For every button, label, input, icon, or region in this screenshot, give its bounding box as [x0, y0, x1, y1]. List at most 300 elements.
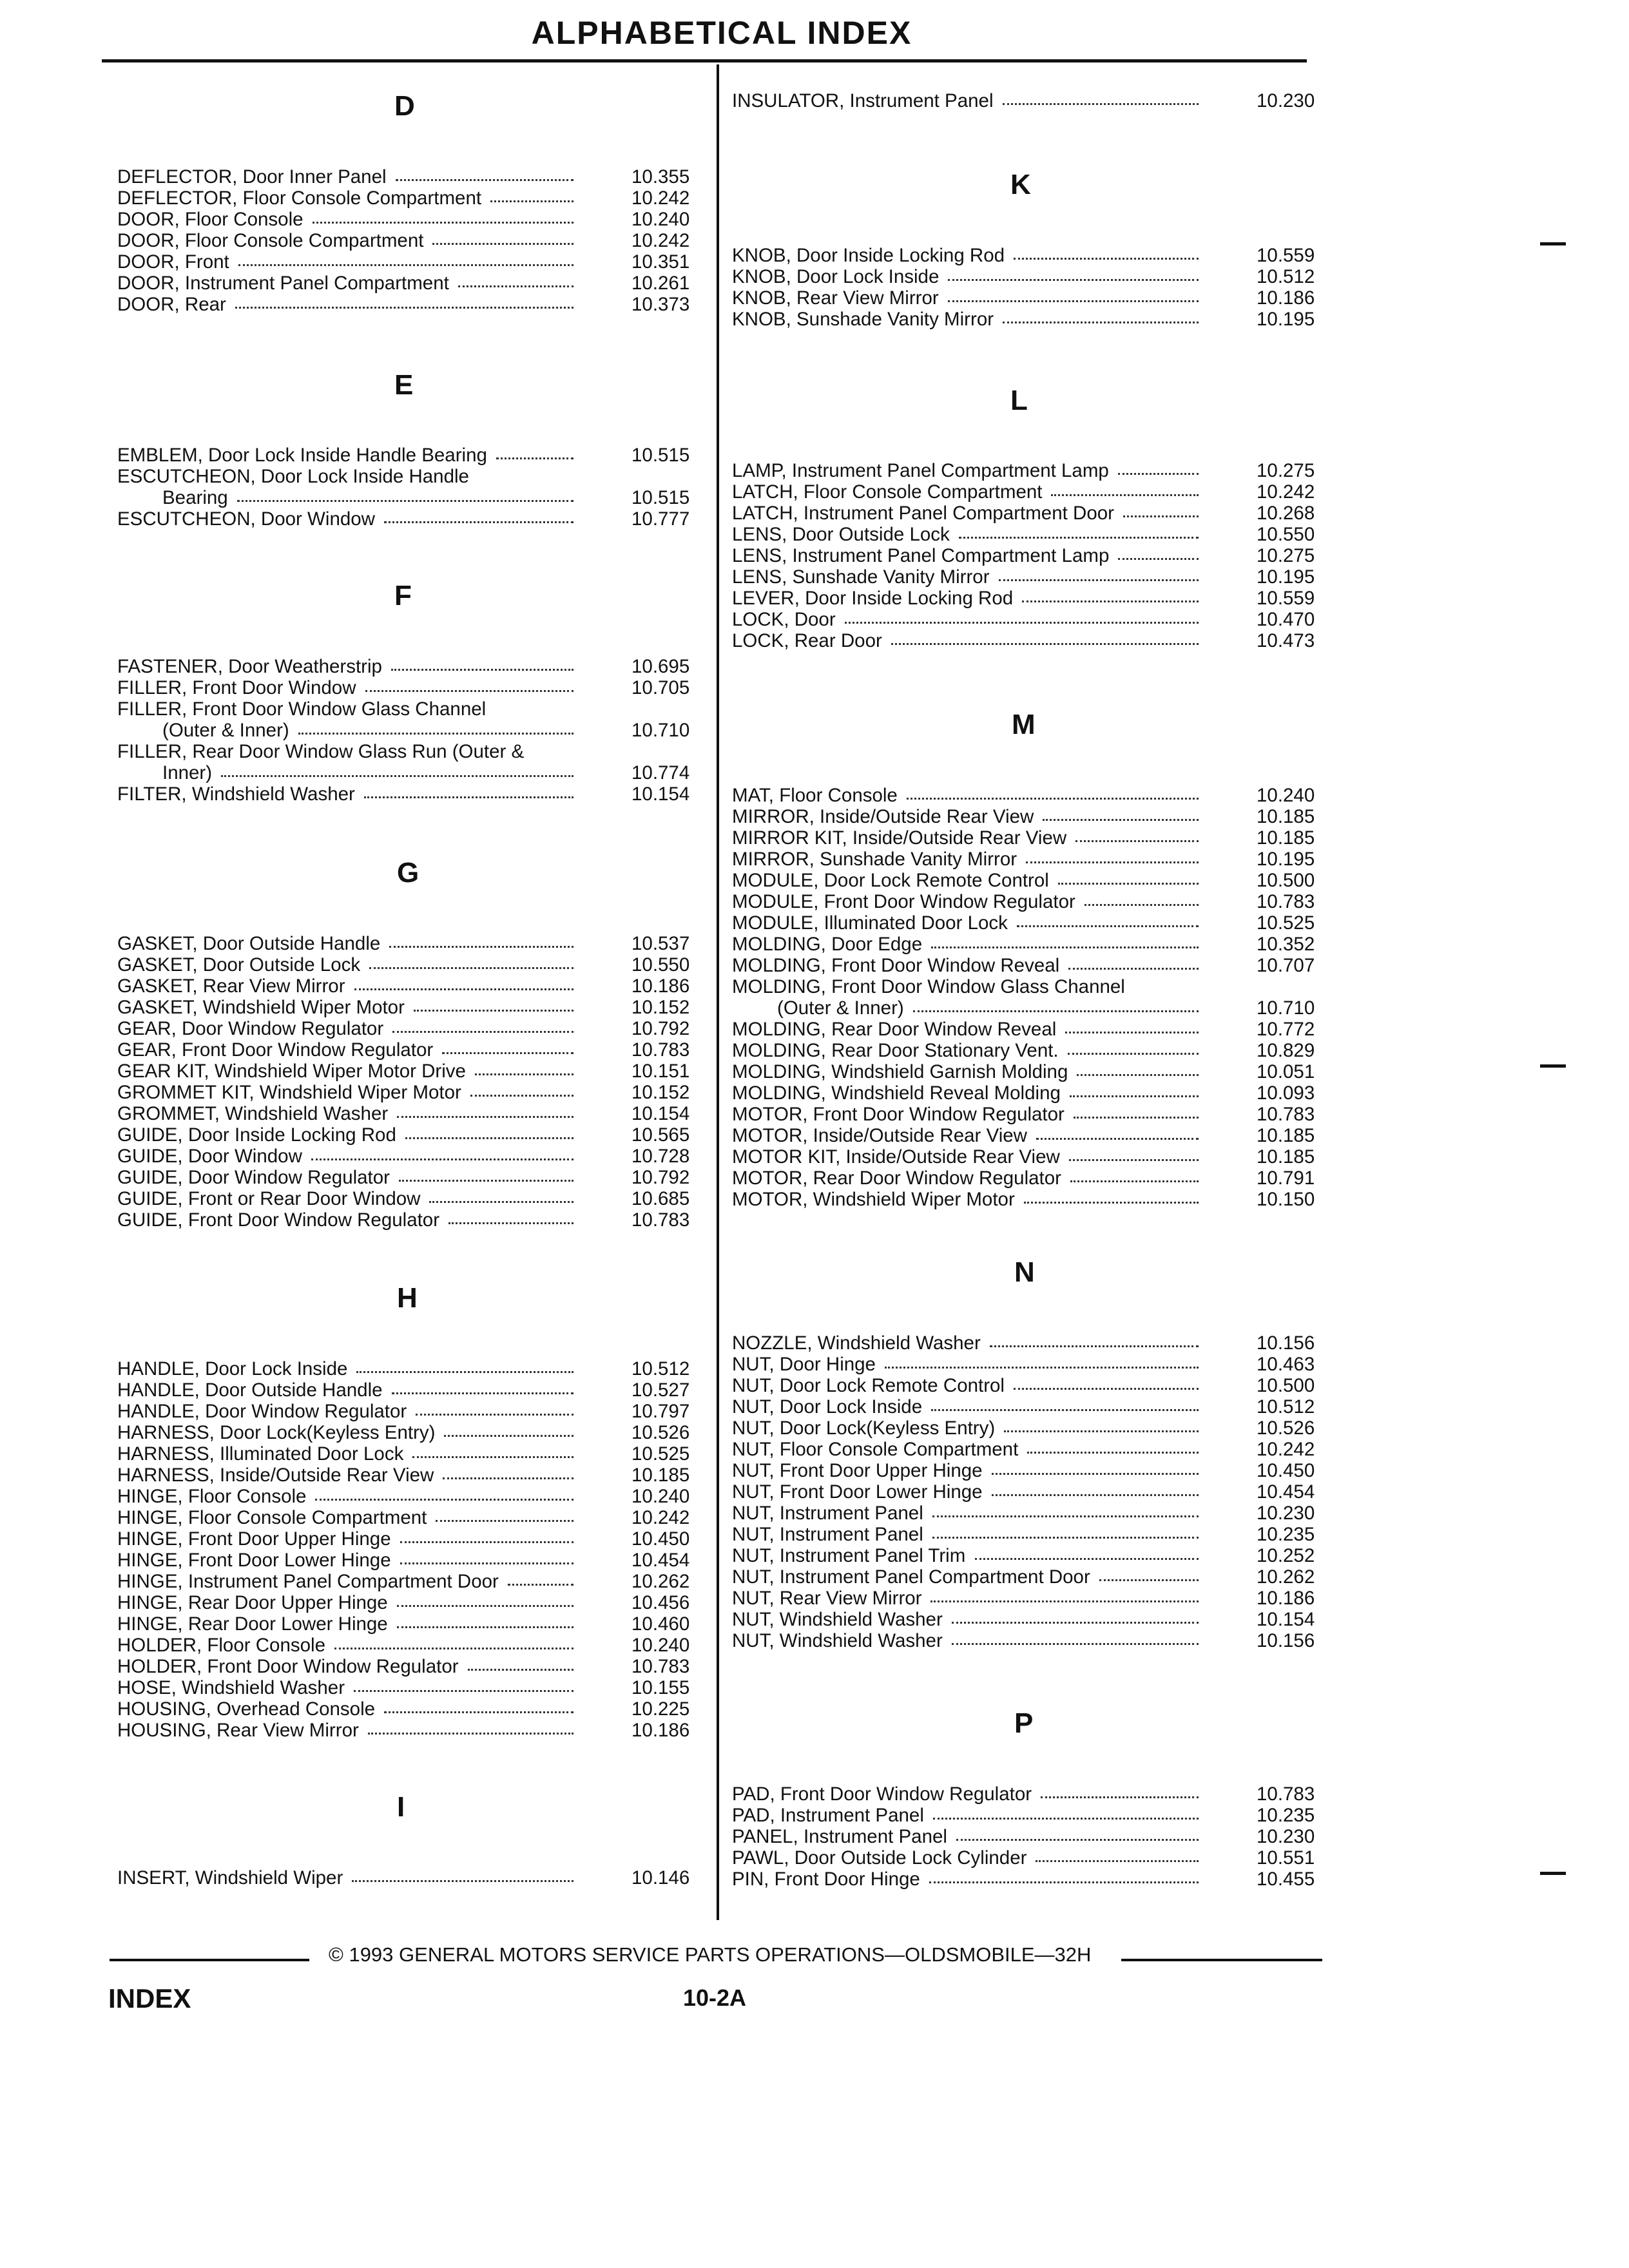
entry-page-number: 10.470: [1257, 609, 1315, 630]
dot-leader: [1068, 1053, 1199, 1055]
section-letter: M: [1012, 709, 1036, 740]
dot-leader: [999, 579, 1199, 581]
entry-page-number: 10.705: [631, 677, 690, 698]
entry-name: MOTOR KIT, Inside/Outside Rear View: [732, 1146, 1060, 1168]
entry-page-number: 10.195: [1257, 849, 1315, 870]
dot-leader: [1070, 1095, 1199, 1097]
entry-name: HINGE, Front Door Upper Hinge: [117, 1528, 391, 1550]
entry-name: FILTER, Windshield Washer: [117, 783, 355, 805]
dot-leader: [1041, 1796, 1199, 1798]
dot-leader: [1017, 925, 1199, 927]
entry-name: NUT, Front Door Lower Hinge: [732, 1481, 983, 1503]
dot-leader: [237, 500, 574, 502]
margin-mark: [1540, 1064, 1566, 1068]
index-label: INDEX: [108, 1983, 191, 2013]
dot-leader: [1075, 840, 1199, 842]
entry-page-number: 10.463: [1257, 1354, 1315, 1375]
entry-name: HOSE, Windshield Washer: [117, 1677, 345, 1698]
entry-page-number: 10.235: [1257, 1805, 1315, 1826]
entry-name: MOLDING, Windshield Reveal Molding: [732, 1082, 1061, 1104]
entry-page-number: 10.235: [1257, 1524, 1315, 1545]
dot-leader: [238, 264, 574, 266]
entry-name: GUIDE, Front or Rear Door Window: [117, 1188, 421, 1209]
footer-rule-left: [110, 1959, 309, 1961]
entry-page-number: 10.186: [631, 1720, 690, 1741]
entry-name: Inner): [162, 762, 213, 783]
entry-page-number: 10.155: [631, 1677, 690, 1698]
entry-name: LATCH, Instrument Panel Compartment Door: [732, 503, 1114, 524]
entry-name: GUIDE, Door Inside Locking Rod: [117, 1124, 396, 1146]
dot-leader: [975, 1558, 1199, 1560]
entry-page-number: 10.151: [631, 1061, 690, 1082]
entry-page-number: 10.559: [1257, 245, 1315, 266]
section-letter: I: [397, 1791, 405, 1823]
entry-name: GUIDE, Door Window Regulator: [117, 1167, 390, 1188]
dot-leader: [444, 1435, 574, 1437]
dot-leader: [490, 200, 574, 202]
entry-name: LATCH, Floor Console Compartment: [732, 481, 1043, 503]
entry-page-number: 10.240: [631, 1486, 690, 1507]
entry-name: NUT, Floor Console Compartment: [732, 1439, 1019, 1460]
entry-page-number: 10.559: [1257, 588, 1315, 609]
entry-name: NUT, Windshield Washer: [732, 1609, 943, 1630]
entry-name: DOOR, Front: [117, 251, 229, 273]
entry-name: NUT, Front Door Upper Hinge: [732, 1460, 983, 1481]
dot-leader: [364, 796, 574, 798]
dot-leader: [930, 1600, 1199, 1602]
entry-page-number: 10.185: [1257, 1146, 1315, 1168]
entry-page-number: 10.150: [1257, 1189, 1315, 1210]
entry-name: MOTOR, Inside/Outside Rear View: [732, 1125, 1027, 1146]
dot-leader: [414, 1010, 574, 1012]
entry-name: HANDLE, Door Lock Inside: [117, 1358, 348, 1379]
entry-name: HINGE, Rear Door Lower Hinge: [117, 1613, 388, 1635]
dot-leader: [416, 1414, 574, 1416]
dot-leader: [1014, 1388, 1199, 1390]
dot-leader: [400, 1541, 574, 1543]
dot-leader: [1027, 1452, 1199, 1454]
entry-page-number: 10.186: [631, 975, 690, 997]
entry-name: MODULE, Door Lock Remote Control: [732, 870, 1049, 891]
entry-page-number: 10.373: [631, 294, 690, 315]
entry-name: MOLDING, Door Edge: [732, 934, 923, 955]
section-letter: G: [397, 857, 419, 889]
entry-page-number: 10.355: [631, 166, 690, 187]
entry-name: GASKET, Door Outside Lock: [117, 954, 361, 975]
entry-name: KNOB, Rear View Mirror: [732, 287, 939, 309]
entry-name: EMBLEM, Door Lock Inside Handle Bearing: [117, 445, 487, 466]
entry-page-number: 10.460: [631, 1613, 690, 1635]
entry-page-number: 10.351: [631, 251, 690, 273]
entry-name: NUT, Rear View Mirror: [732, 1588, 922, 1609]
section-letter: L: [1010, 385, 1028, 416]
entry-name: MAT, Floor Console: [732, 785, 898, 806]
entry-name: NUT, Door Hinge: [732, 1354, 876, 1375]
entry-name: MOLDING, Rear Door Stationary Vent.: [732, 1040, 1059, 1061]
entry-name: DOOR, Floor Console: [117, 209, 304, 230]
entry-name: MOLDING, Windshield Garnish Molding: [732, 1061, 1068, 1082]
dot-leader: [907, 798, 1199, 800]
dot-leader: [929, 1881, 1199, 1883]
dot-leader: [397, 1605, 574, 1607]
entry-page-number: 10.242: [1257, 481, 1315, 503]
entry-page-number: 10.185: [1257, 827, 1315, 849]
entry-page-number: 10.512: [1257, 1396, 1315, 1418]
dot-leader: [1058, 883, 1199, 885]
entry-page-number: 10.550: [1257, 524, 1315, 545]
entry-name: MOTOR, Windshield Wiper Motor: [732, 1189, 1015, 1210]
entry-page-number: 10.230: [1257, 90, 1315, 111]
entry-page-number: 10.450: [631, 1528, 690, 1550]
entry-name: NUT, Instrument Panel Trim: [732, 1545, 966, 1566]
dot-leader: [913, 1010, 1199, 1012]
entry-name: MOLDING, Front Door Window Glass Channel: [732, 976, 1125, 997]
dot-leader: [992, 1473, 1199, 1475]
entry-page-number: 10.454: [631, 1550, 690, 1571]
entry-name: MOTOR, Rear Door Window Regulator: [732, 1168, 1061, 1189]
dot-leader: [1022, 601, 1199, 602]
entry-name: MIRROR, Sunshade Vanity Mirror: [732, 849, 1017, 870]
entry-page-number: 10.195: [1257, 566, 1315, 588]
dot-leader: [948, 300, 1199, 302]
dot-leader: [1026, 861, 1199, 863]
dot-leader: [496, 457, 574, 459]
entry-name: MODULE, Front Door Window Regulator: [732, 891, 1075, 912]
dot-leader: [891, 643, 1199, 645]
entry-page-number: 10.710: [1257, 997, 1315, 1019]
page-title: ALPHABETICAL INDEX: [531, 15, 912, 51]
dot-leader: [1077, 1074, 1199, 1076]
entry-name: MOLDING, Front Door Window Reveal: [732, 955, 1060, 976]
entry-name: KNOB, Door Lock Inside: [732, 266, 940, 287]
dot-leader: [392, 1392, 574, 1394]
entry-name: LOCK, Rear Door: [732, 630, 882, 651]
entry-page-number: 10.242: [1257, 1439, 1315, 1460]
section-letter: P: [1014, 1707, 1034, 1739]
entry-page-number: 10.527: [631, 1379, 690, 1401]
dot-leader: [959, 537, 1199, 539]
dot-leader: [992, 1494, 1199, 1496]
entry-page-number: 10.146: [631, 1867, 690, 1888]
entry-name: DOOR, Rear: [117, 294, 226, 315]
entry-page-number: 10.525: [631, 1443, 690, 1465]
entry-page-number: 10.450: [1257, 1460, 1315, 1481]
dot-leader: [508, 1584, 574, 1586]
dot-leader: [1065, 1032, 1199, 1033]
entry-page-number: 10.551: [1257, 1847, 1315, 1869]
dot-leader: [334, 1648, 574, 1649]
entry-name: HOUSING, Rear View Mirror: [117, 1720, 359, 1741]
entry-page-number: 10.526: [631, 1422, 690, 1443]
entry-name: NUT, Door Lock Remote Control: [732, 1375, 1005, 1396]
entry-page-number: 10.791: [1257, 1168, 1315, 1189]
dot-leader: [1118, 558, 1199, 560]
footer-copyright: © 1993 GENERAL MOTORS SERVICE PARTS OPERATIONS—OLDSMOBILE—32H: [329, 1943, 1092, 1966]
dot-leader: [356, 1371, 574, 1373]
entry-name: INSERT, Windshield Wiper: [117, 1867, 343, 1888]
dot-leader: [931, 1409, 1199, 1411]
entry-page-number: 10.156: [1257, 1332, 1315, 1354]
entry-name: DEFLECTOR, Floor Console Compartment: [117, 187, 482, 209]
entry-name: MODULE, Illuminated Door Lock: [732, 912, 1008, 934]
entry-page-number: 10.225: [631, 1698, 690, 1720]
entry-name: FILLER, Rear Door Window Glass Run (Outer &: [117, 741, 525, 762]
dot-leader: [1118, 473, 1199, 475]
entry-name: PAD, Instrument Panel: [732, 1805, 924, 1826]
entry-name: HOLDER, Floor Console: [117, 1635, 325, 1656]
dot-leader: [956, 1839, 1199, 1841]
dot-leader: [932, 1537, 1199, 1539]
dot-leader: [429, 1201, 574, 1203]
entry-page-number: 10.152: [631, 1082, 690, 1103]
dot-leader: [235, 307, 574, 309]
dot-leader: [1004, 1430, 1199, 1432]
dot-leader: [354, 1690, 574, 1692]
entry-page-number: 10.772: [1257, 1019, 1315, 1040]
entry-page-number: 10.275: [1257, 460, 1315, 481]
entry-page-number: 10.797: [631, 1401, 690, 1422]
section-letter: D: [394, 90, 415, 122]
dot-leader: [1069, 1159, 1199, 1161]
entry-page-number: 10.565: [631, 1124, 690, 1146]
entry-page-number: 10.152: [631, 997, 690, 1018]
entry-name: ESCUTCHEON, Door Lock Inside Handle: [117, 466, 469, 487]
entry-page-number: 10.685: [631, 1188, 690, 1209]
entry-page-number: 10.783: [631, 1039, 690, 1061]
entry-page-number: 10.515: [631, 445, 690, 466]
dot-leader: [442, 1052, 574, 1054]
dot-leader: [313, 222, 574, 224]
dot-leader: [1003, 322, 1199, 323]
dot-leader: [448, 1222, 574, 1224]
dot-leader: [389, 946, 574, 948]
entry-name: NOZZLE, Windshield Washer: [732, 1332, 981, 1354]
entry-page-number: 10.242: [631, 230, 690, 251]
entry-page-number: 10.707: [1257, 955, 1315, 976]
dot-leader: [384, 1711, 574, 1713]
dot-leader: [1036, 1138, 1199, 1140]
entry-name: GASKET, Windshield Wiper Motor: [117, 997, 405, 1018]
entry-name: HINGE, Floor Console Compartment: [117, 1507, 427, 1528]
dot-leader: [397, 1116, 574, 1118]
entry-page-number: 10.268: [1257, 503, 1315, 524]
entry-page-number: 10.240: [631, 1635, 690, 1656]
dot-leader: [1036, 1860, 1199, 1862]
dot-leader: [405, 1137, 574, 1139]
entry-name: MOLDING, Rear Door Window Reveal: [732, 1019, 1057, 1040]
entry-page-number: 10.537: [631, 933, 690, 954]
dot-leader: [845, 622, 1199, 624]
dot-leader: [458, 285, 574, 287]
entry-page-number: 10.515: [631, 487, 690, 508]
entry-page-number: 10.783: [1257, 1104, 1315, 1125]
entry-page-number: 10.352: [1257, 934, 1315, 955]
entry-name: ESCUTCHEON, Door Window: [117, 508, 375, 530]
entry-name: HANDLE, Door Window Regulator: [117, 1401, 407, 1422]
dot-leader: [932, 1515, 1199, 1517]
entry-page-number: 10.230: [1257, 1826, 1315, 1847]
dot-leader: [311, 1158, 574, 1160]
dot-leader: [443, 1477, 574, 1479]
entry-page-number: 10.695: [631, 656, 690, 677]
entry-page-number: 10.051: [1257, 1061, 1315, 1082]
entry-name: HOUSING, Overhead Console: [117, 1698, 376, 1720]
entry-page-number: 10.455: [1257, 1869, 1315, 1890]
dot-leader: [952, 1622, 1199, 1624]
entry-name: HANDLE, Door Outside Handle: [117, 1379, 383, 1401]
entry-page-number: 10.777: [631, 508, 690, 530]
dot-leader: [399, 1180, 574, 1182]
entry-name: NUT, Windshield Washer: [732, 1630, 943, 1651]
entry-name: MIRROR, Inside/Outside Rear View: [732, 806, 1034, 827]
entry-name: FILLER, Front Door Window: [117, 677, 356, 698]
entry-name: FILLER, Front Door Window Glass Channel: [117, 698, 487, 720]
dot-leader: [1024, 1202, 1199, 1204]
entry-name: GUIDE, Front Door Window Regulator: [117, 1209, 440, 1231]
entry-page-number: 10.512: [631, 1358, 690, 1379]
dot-leader: [221, 775, 574, 777]
dot-leader: [470, 1095, 574, 1097]
entry-page-number: 10.710: [631, 720, 690, 741]
entry-name: HARNESS, Illuminated Door Lock: [117, 1443, 404, 1465]
entry-name: HINGE, Front Door Lower Hinge: [117, 1550, 391, 1571]
dot-leader: [354, 988, 574, 990]
entry-name: LAMP, Instrument Panel Compartment Lamp: [732, 460, 1109, 481]
section-letter: H: [397, 1282, 418, 1314]
entry-name: GROMMET KIT, Windshield Wiper Motor: [117, 1082, 461, 1103]
entry-name: PAD, Front Door Window Regulator: [732, 1783, 1032, 1805]
entry-name: GASKET, Door Outside Handle: [117, 933, 381, 954]
dot-leader: [931, 947, 1199, 948]
dot-leader: [1074, 1117, 1199, 1119]
dot-leader: [432, 243, 574, 245]
entry-page-number: 10.262: [1257, 1566, 1315, 1588]
entry-name: LEVER, Door Inside Locking Rod: [732, 588, 1014, 609]
entry-page-number: 10.242: [631, 187, 690, 209]
entry-page-number: 10.525: [1257, 912, 1315, 934]
entry-page-number: 10.550: [631, 954, 690, 975]
entry-page-number: 10.454: [1257, 1481, 1315, 1503]
entry-name: HARNESS, Door Lock(Keyless Entry): [117, 1422, 436, 1443]
page-number: 10-2A: [683, 1984, 747, 2011]
entry-name: DOOR, Instrument Panel Compartment: [117, 273, 449, 294]
dot-leader: [391, 669, 574, 671]
entry-name: GEAR, Door Window Regulator: [117, 1018, 384, 1039]
dot-leader: [1003, 103, 1199, 105]
entry-page-number: 10.186: [1257, 1588, 1315, 1609]
entry-name: (Outer & Inner): [777, 997, 904, 1019]
entry-page-number: 10.275: [1257, 545, 1315, 566]
margin-mark: [1540, 242, 1566, 245]
entry-page-number: 10.242: [631, 1507, 690, 1528]
dot-leader: [396, 179, 574, 181]
entry-name: HINGE, Rear Door Upper Hinge: [117, 1592, 388, 1613]
entry-page-number: 10.456: [631, 1592, 690, 1613]
entry-page-number: 10.186: [1257, 287, 1315, 309]
title-rule: [102, 59, 1307, 62]
entry-name: (Outer & Inner): [162, 720, 289, 741]
entry-page-number: 10.261: [631, 273, 690, 294]
dot-leader: [436, 1520, 574, 1522]
entry-page-number: 10.792: [631, 1167, 690, 1188]
entry-page-number: 10.240: [1257, 785, 1315, 806]
entry-name: PIN, Front Door Hinge: [732, 1869, 920, 1890]
entry-page-number: 10.154: [631, 783, 690, 805]
entry-name: GASKET, Rear View Mirror: [117, 975, 345, 997]
entry-page-number: 10.526: [1257, 1418, 1315, 1439]
entry-page-number: 10.240: [631, 209, 690, 230]
dot-leader: [365, 690, 574, 692]
entry-name: MOTOR, Front Door Window Regulator: [732, 1104, 1065, 1125]
entry-name: KNOB, Door Inside Locking Rod: [732, 245, 1005, 266]
dot-leader: [368, 1733, 574, 1735]
entry-page-number: 10.185: [1257, 806, 1315, 827]
entry-name: FASTENER, Door Weatherstrip: [117, 656, 382, 677]
entry-page-number: 10.783: [1257, 1783, 1315, 1805]
dot-leader: [412, 1456, 574, 1458]
entry-page-number: 10.774: [631, 762, 690, 783]
entry-name: LENS, Door Outside Lock: [732, 524, 950, 545]
entry-page-number: 10.500: [1257, 870, 1315, 891]
entry-name: HINGE, Floor Console: [117, 1486, 307, 1507]
dot-leader: [1068, 968, 1199, 970]
dot-leader: [1070, 1180, 1199, 1182]
dot-leader: [1014, 258, 1199, 260]
entry-name: HOLDER, Front Door Window Regulator: [117, 1656, 459, 1677]
dot-leader: [1043, 819, 1199, 821]
entry-page-number: 10.500: [1257, 1375, 1315, 1396]
dot-leader: [990, 1345, 1199, 1347]
section-letter: N: [1014, 1256, 1035, 1288]
dot-leader: [315, 1499, 574, 1501]
entry-page-number: 10.783: [631, 1656, 690, 1677]
entry-page-number: 10.473: [1257, 630, 1315, 651]
entry-name: INSULATOR, Instrument Panel: [732, 90, 994, 111]
entry-name: LENS, Sunshade Vanity Mirror: [732, 566, 990, 588]
entry-page-number: 10.252: [1257, 1545, 1315, 1566]
dot-leader: [948, 279, 1199, 281]
entry-page-number: 10.783: [631, 1209, 690, 1231]
section-letter: K: [1010, 169, 1031, 200]
dot-leader: [475, 1073, 574, 1075]
entry-page-number: 10.195: [1257, 309, 1315, 330]
dot-leader: [384, 521, 574, 523]
dot-leader: [392, 1031, 574, 1033]
entry-name: NUT, Instrument Panel: [732, 1503, 923, 1524]
dot-leader: [397, 1626, 574, 1628]
section-letter: E: [394, 369, 414, 401]
section-letter: F: [394, 580, 412, 611]
dot-leader: [400, 1562, 574, 1564]
entry-name: GUIDE, Door Window: [117, 1146, 302, 1167]
entry-name: DOOR, Floor Console Compartment: [117, 230, 424, 251]
entry-page-number: 10.262: [631, 1571, 690, 1592]
entry-name: GROMMET, Windshield Washer: [117, 1103, 389, 1124]
entry-name: NUT, Instrument Panel Compartment Door: [732, 1566, 1090, 1588]
dot-leader: [1123, 515, 1199, 517]
entry-page-number: 10.156: [1257, 1630, 1315, 1651]
entry-name: NUT, Instrument Panel: [732, 1524, 923, 1545]
entry-page-number: 10.185: [631, 1465, 690, 1486]
entry-name: Bearing: [162, 487, 228, 508]
dot-leader: [468, 1669, 574, 1671]
dot-leader: [933, 1818, 1199, 1820]
footer-rule-right: [1121, 1959, 1322, 1961]
entry-page-number: 10.185: [1257, 1125, 1315, 1146]
entry-page-number: 10.230: [1257, 1503, 1315, 1524]
entry-name: PAWL, Door Outside Lock Cylinder: [732, 1847, 1027, 1869]
column-divider: [717, 64, 719, 1920]
